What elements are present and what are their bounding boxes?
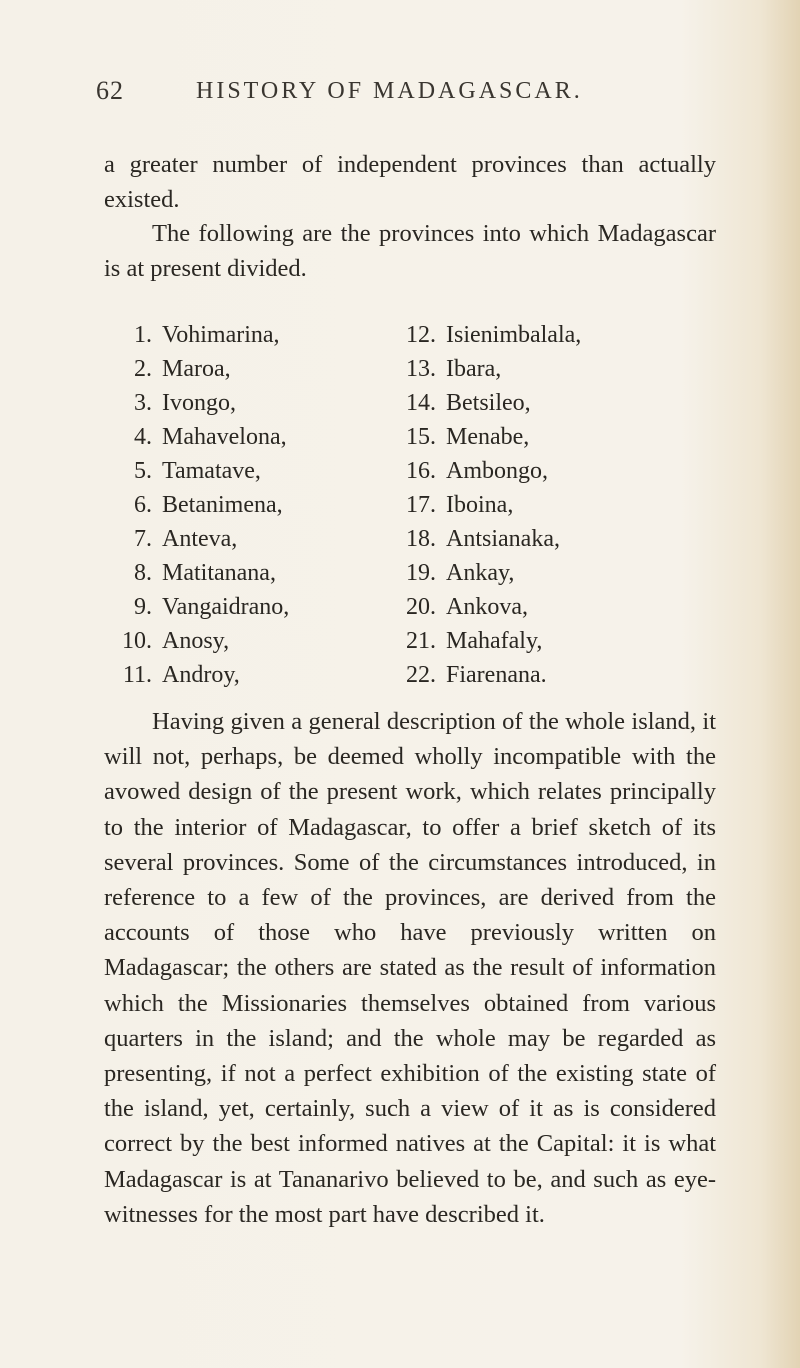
province-number: 20. [406, 594, 436, 620]
province-item [112, 388, 236, 418]
province-item [112, 320, 280, 350]
province-item [390, 490, 513, 520]
page-header [0, 76, 800, 116]
province-item [112, 592, 289, 622]
province-name: Ivongo, [162, 390, 236, 416]
province-item [390, 592, 528, 622]
province-name: Ambongo, [446, 458, 548, 484]
province-item [390, 354, 501, 384]
province-name: Isienimbalala, [446, 322, 582, 348]
province-item [112, 524, 237, 554]
province-item [112, 354, 231, 384]
province-name: Anosy, [162, 628, 230, 654]
province-number: 8. [134, 560, 152, 586]
province-name: Menabe, [446, 424, 530, 450]
province-number: 1. [134, 322, 152, 348]
province-item [390, 558, 514, 588]
province-number: 11. [122, 662, 152, 688]
province-name: Tamatave, [162, 458, 261, 484]
province-name: Betanimena, [162, 492, 283, 518]
province-item [112, 626, 229, 656]
province-number: 6. [134, 492, 152, 518]
province-item [112, 558, 276, 588]
province-number: 16. [406, 458, 436, 484]
paragraph-provinces-description: Having given a general description of the whole island, it will not, perhaps, be deemed wholly incompatible with the avowed design of the present work, which relates principally to the interior of Madagascar, to offer a brief sketch of its several provinces. Some of the circumstances introduced, in reference to a few of the provinces, are derived from the accounts of those who have previously written on Madagascar; the others are stated as the result of information which the Missionaries themselves obtained from various quarters in the island; and the whole may be regarded as presenting, if not a perfect exhibition of the existing state of the island, yet, certainly, such a view of it as is considered correct by the best informed natives at the Capital: it is what Madagascar is at Tananarivo believed to be, and such as eye-witnesses for the most part have described it. [104, 708, 716, 1228]
province-name: Mahafaly, [446, 628, 543, 654]
province-name: Ankova, [446, 594, 528, 620]
province-item [390, 456, 548, 486]
province-item [390, 660, 547, 690]
province-number: 15. [406, 424, 436, 450]
province-name: Maroa, [162, 356, 231, 382]
province-number: 7. [134, 526, 152, 552]
province-number: 4. [134, 424, 152, 450]
province-number: 9. [134, 594, 152, 620]
paragraph-continuation: a greater number of independent provinces than actually existed. [104, 151, 716, 213]
province-item [112, 422, 287, 452]
province-number: 2. [134, 356, 152, 382]
running-head: HISTORY OF MADAGASCAR. [196, 78, 583, 104]
province-number: 3. [134, 390, 152, 416]
province-name: Vohimarina, [162, 322, 280, 348]
province-item [390, 422, 529, 452]
province-name: Anteva, [162, 526, 238, 552]
province-name: Ibara, [446, 356, 502, 382]
province-number: 21. [406, 628, 436, 654]
province-name: Fiarenana. [446, 662, 547, 688]
province-item [390, 626, 542, 656]
province-number: 22. [406, 662, 436, 688]
province-name: Iboina, [446, 492, 514, 518]
province-name: Ankay, [446, 560, 515, 586]
province-name: Antsianaka, [446, 526, 560, 552]
province-number: 12. [406, 322, 436, 348]
paragraph-provinces-intro: The following are the provinces into which Madagascar is at present divided. [104, 220, 716, 282]
province-number: 17. [406, 492, 436, 518]
province-name: Androy, [162, 662, 240, 688]
province-number: 13. [406, 356, 436, 382]
province-number: 19. [406, 560, 436, 586]
province-number: 14. [406, 390, 436, 416]
province-item [112, 456, 261, 486]
province-number: 10. [122, 628, 152, 654]
province-name: Mahavelona, [162, 424, 287, 450]
province-item [390, 388, 531, 418]
province-item [112, 660, 240, 690]
province-number: 5. [134, 458, 152, 484]
province-item [390, 320, 581, 350]
province-item [112, 490, 283, 520]
province-name: Vangaidrano, [162, 594, 290, 620]
province-number: 18. [406, 526, 436, 552]
province-item [390, 524, 560, 554]
page-number: 62 [96, 76, 124, 105]
province-name: Matitanana, [162, 560, 276, 586]
province-name: Betsileo, [446, 390, 531, 416]
